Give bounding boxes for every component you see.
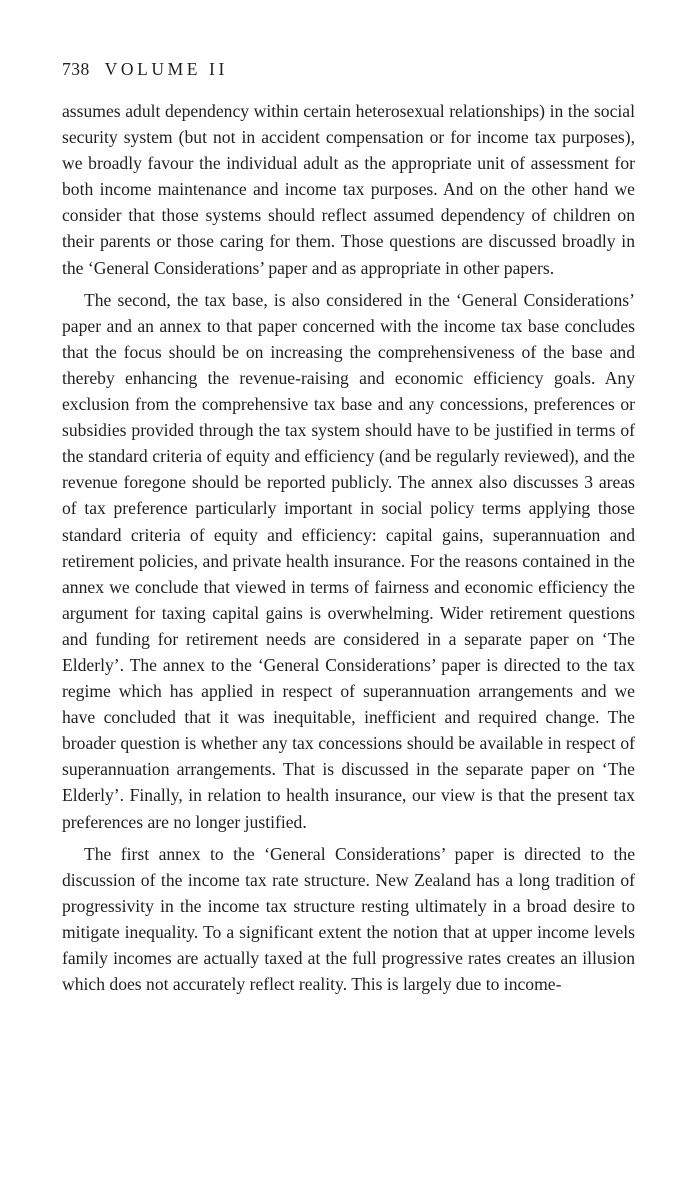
document-page [62, 56, 635, 997]
paragraph-tax-base: The second, the tax base, is also considered in the ‘General Considerations’ paper and an annex to that paper concerned with the income tax base concludes that the focus should be on increasing the comprehensiveness of the base and thereby enhancing the revenue-raising and economic efficiency goals. Any exclusion from the comprehensive tax base and any concessions, preferences or subsidies provided through the tax system should have to be justified in terms of the standard criteria of equity and efficiency (and be regularly reviewed), and the revenue foregone should be reported publicly. The annex also discusses 3 areas of tax preference particularly important in social policy terms applying those standard criteria of equity and efficiency: capital gains, superannuation and retirement policies, and private health insurance. For the reasons contained in the annex we conclude that viewed in terms of fairness and economic efficiency the argument for taxing capital gains is overwhelming. Wider retirement questions and funding for retirement needs are considered in a separate paper on ‘The Elderly’. The annex to the ‘General Considerations’ paper is directed to the tax regime which has applied in respect of superannuation arrangements and we have concluded that it was inequitable, inefficient and required change. The broader question is whether any tax concessions should be available in respect of superannuation arrangements. That is discussed in the separate paper on ‘The Elderly’. Finally, in relation to health insurance, our view is that the present tax preferences are no longer justified. [62, 289, 635, 832]
page-number: 738 [62, 59, 90, 79]
running-head [62, 56, 635, 82]
paragraph-continued: assumes adult dependency within certain heterosexual relationships) in the social security system (but not in accident compensation or for income tax purposes), we broadly favour the individual adult as the appropriate unit of assessment for both income maintenance and income tax purposes. And on the other hand we consider that those systems should reflect assumed dependency of children on their parents or those caring for them. Those questions are discussed broadly in the ‘General Considerations’ paper and as appropriate in other papers. [62, 101, 635, 278]
paragraph-rate-structure: The first annex to the ‘General Considerations’ paper is directed to the discussion of the income tax rate structure. New Zealand has a long tradition of progressivity in the income tax structure resting ultimately in a broad desire to mitigate inequality. To a significant extent the notion that at upper income levels family incomes are actually taxed at the full progressive rates creates an illusion which does not accurately reflect reality. This is largely due to income- [62, 843, 635, 995]
volume-label: VOLUME II [104, 59, 228, 79]
